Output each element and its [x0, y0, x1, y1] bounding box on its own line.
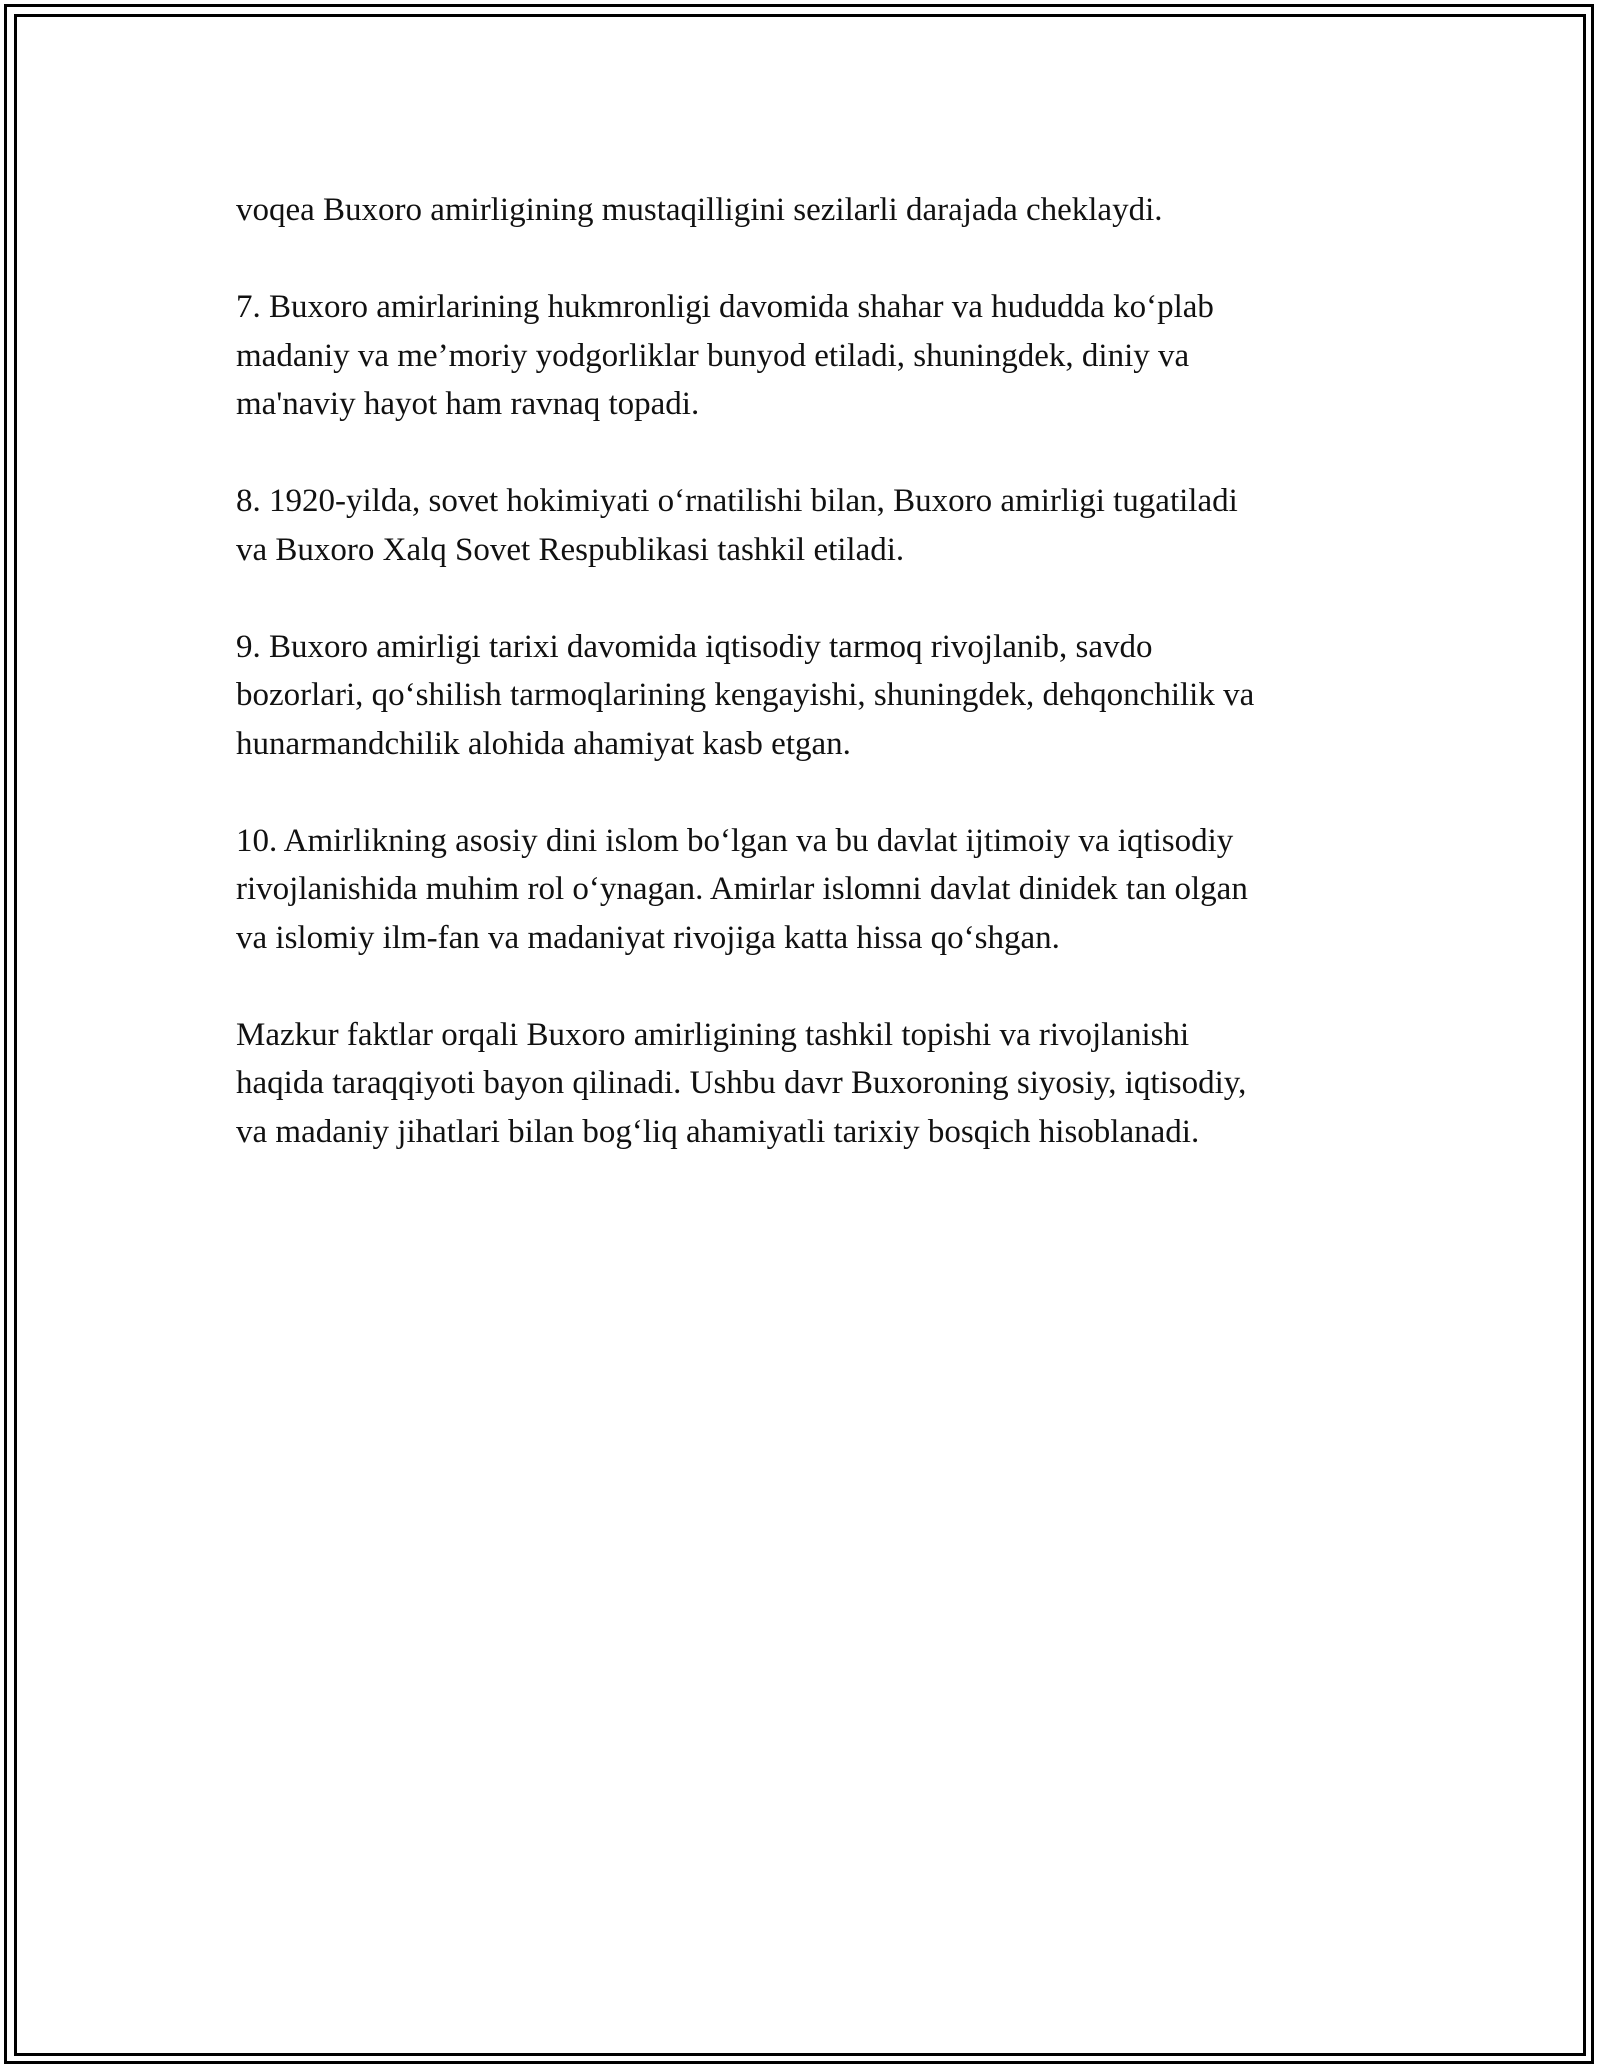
paragraph-item-8 — [236, 477, 1396, 574]
paragraph-item-9 — [236, 623, 1396, 769]
paragraph-continuation — [236, 186, 1396, 235]
text-line: bozorlari, qo‘shilish tarmoqlarining kengayishi, shuningdek, dehqonchilik va — [236, 677, 1255, 713]
text-line: va Buxoro Xalq Sovet Respublikasi tashkil etiladi. — [236, 531, 905, 568]
text-line: Mazkur faktlar orqali Buxoro amirligining tashkil topishi va rivojlanishi — [236, 1016, 1190, 1053]
text-line: va islomiy ilm-fan va madaniyat rivojiga katta hissa qo‘shgan. — [236, 919, 1060, 956]
text-line: va madaniy jihatlari bilan bog‘liq ahamiyatli tarixiy bosqich hisoblanadi. — [236, 1113, 1200, 1150]
text-line: voqea Buxoro amirligining mustaqilligini sezilarli darajada cheklaydi. — [236, 192, 1163, 228]
text-line: haqida taraqqiyoti bayon qilinadi. Ushbu davr Buxoroning siyosiy, iqtisodiy, — [236, 1065, 1247, 1101]
paragraph-item-10 — [236, 817, 1396, 963]
text-line: madaniy va me’moriy yodgorliklar bunyod etiladi, shuningdek, diniy va — [236, 337, 1190, 374]
text-line: rivojlanishida muhim rol o‘ynagan. Amirlar islomni davlat dinidek tan olgan — [236, 871, 1248, 907]
paragraph-conclusion — [236, 1011, 1396, 1157]
text-line: 7. Buxoro amirlarining hukmronligi davomida shahar va hududda ko‘plab — [236, 289, 1214, 325]
text-line: 9. Buxoro amirligi tarixi davomida iqtisodiy tarmoq rivojlanib, savdo — [236, 628, 1153, 665]
text-line: 10. Amirlikning asosiy dini islom bo‘lgan va bu davlat ijtimoiy va iqtisodiy — [236, 822, 1234, 859]
text-line: ma'naviy hayot ham ravnaq topadi. — [236, 386, 700, 422]
text-line: 8. 1920-yilda, sovet hokimiyati o‘rnatilishi bilan, Buxoro amirligi tugatiladi — [236, 483, 1238, 519]
document-body — [236, 186, 1396, 1205]
text-line: hunarmandchilik alohida ahamiyat kasb etgan. — [236, 725, 851, 762]
paragraph-item-7 — [236, 283, 1396, 429]
